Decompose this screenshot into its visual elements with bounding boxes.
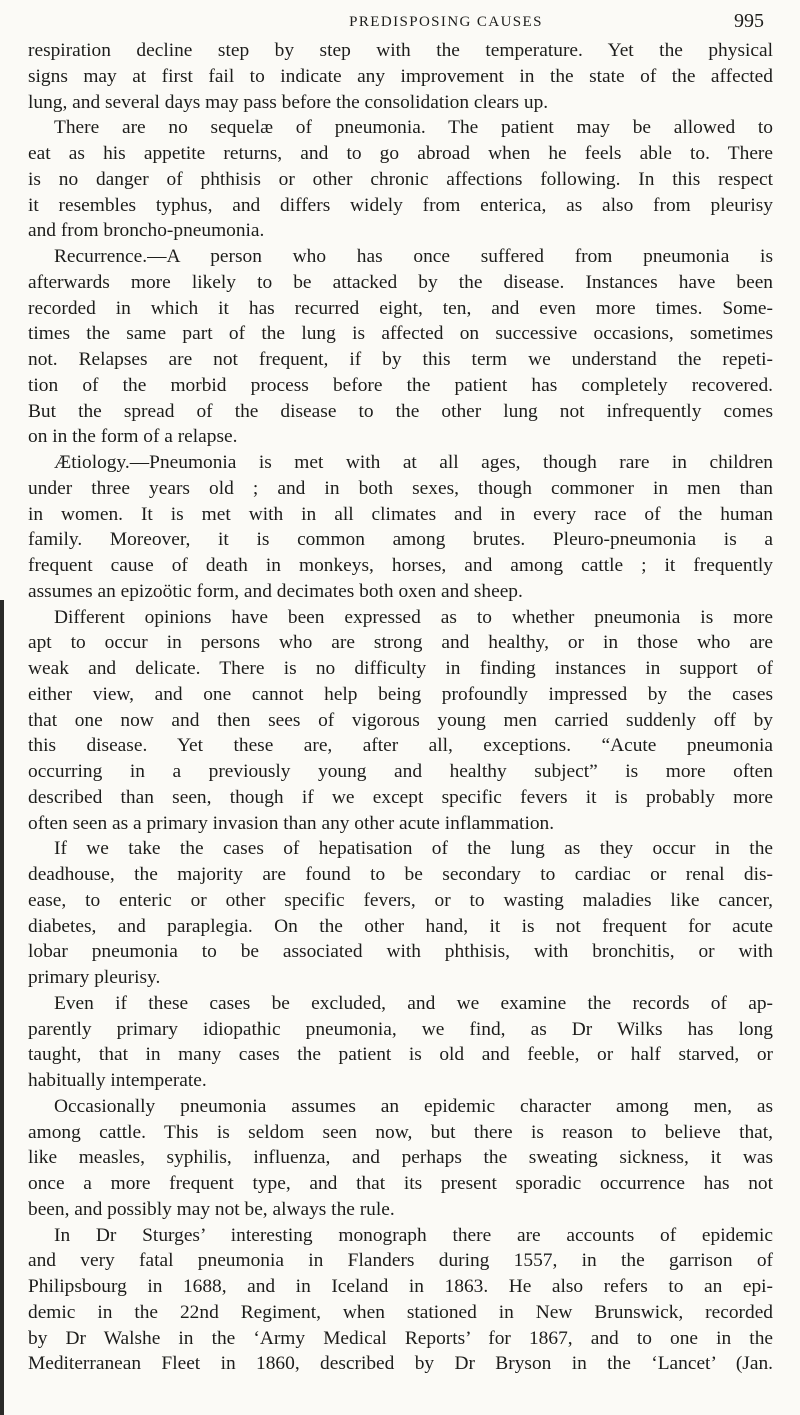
text-line: diabetes, and paraplegia. On the other hand, it is not frequent for acute — [28, 915, 773, 937]
text-line: habitually intemperate. — [28, 1070, 207, 1091]
text-line: often seen as a primary invasion than any other acute inflammation. — [28, 812, 555, 834]
text-line: under three years old ; and in both sexes, though commoner in men than — [28, 477, 773, 499]
text-line: occurring in a previously young and healthy subject” is more often — [28, 761, 773, 782]
text-line: lung, and several days may pass before the consolidation clears up. — [28, 91, 549, 113]
text-line: taught, that in many cases the patient is old and feeble, or half starved, or — [28, 1044, 773, 1066]
text-line: Philipsbourg in 1688, and in Iceland in 1863. He also refers to an epi- — [28, 1276, 773, 1297]
text-line: in women. It is met with in all climates and in every race of the human — [28, 503, 773, 525]
text-line: described than seen, though if we except specific fevers it is probably more — [28, 786, 773, 808]
text-line: frequent cause of death in monkeys, horses, and among cattle ; it frequently — [28, 555, 773, 576]
text-line: among cattle. This is seldom seen now, but there is reason to believe that, — [28, 1121, 773, 1143]
text-line: But the spread of the disease to the other lung not infrequently comes — [28, 400, 773, 422]
text-line: apt to occur in persons who are strong and healthy, or in those who are — [28, 632, 773, 654]
text-line: on in the form of a relapse. — [28, 426, 238, 448]
text-line: times the same part of the lung is affected on successive occasions, sometimes — [28, 323, 773, 345]
text-line: and very fatal pneumonia in Flanders during 1557, in the garrison of — [28, 1250, 773, 1272]
text-line: Even if these cases be excluded, and we examine the records of ap- — [54, 992, 773, 1014]
text-line: tion of the morbid process before the patient has completely recovered. — [28, 374, 773, 396]
text-line: Mediterranean Fleet in 1860, described by Dr Bryson in the ‘Lancet’ (Jan. — [28, 1353, 773, 1375]
text-line: once a more frequent type, and that its present sporadic occurrence has not — [28, 1173, 773, 1194]
text-line: and from broncho-pneumonia. — [28, 220, 265, 242]
running-title: PREDISPOSING CAUSES — [349, 14, 543, 30]
text-line: primary pleurisy. — [28, 967, 161, 988]
text-line: Occasionally pneumonia assumes an epidemic character among men, as — [54, 1095, 773, 1117]
text-line: recorded in which it has recurred eight, ten, and even more times. Some- — [28, 297, 773, 319]
text-line: Different opinions have been expressed as to whether pneumonia is more — [54, 606, 773, 628]
text-line: If we take the cases of hepatisation of the lung as they occur in the — [54, 838, 773, 860]
text-line: ease, to enteric or other specific fevers, or to wasting maladies like cancer, — [28, 889, 773, 911]
text-line: not. Relapses are not frequent, if by this term we understand the repeti- — [28, 349, 773, 370]
text-line: There are no sequelæ of pneumonia. The patient may be allowed to — [54, 117, 773, 139]
text-line: Ætiology.—Pneumonia is met with at all ages, though rare in children — [54, 452, 773, 473]
text-line: weak and delicate. There is no difficulty in finding instances in support of — [28, 658, 773, 679]
text-line: this disease. Yet these are, after all, exceptions. “Acute pneumonia — [28, 735, 773, 757]
text-line: demic in the 22nd Regiment, when stationed in New Brunswick, recorded — [28, 1301, 773, 1323]
text-line: like measles, syphilis, influenza, and perhaps the sweating sickness, it was — [28, 1147, 773, 1169]
text-line: Recurrence.—A person who has once suffered from pneumonia is — [54, 246, 773, 267]
text-line: been, and possibly may not be, always the rule. — [28, 1198, 395, 1220]
text-line: is no danger of phthisis or other chronic affections following. In this respect — [28, 168, 773, 190]
text-line: either view, and one cannot help being profoundly impressed by the cases — [28, 683, 773, 705]
text-line: that one now and then sees of vigorous young men carried suddenly off by — [28, 709, 773, 731]
text-line: family. Moreover, it is common among brutes. Pleuro-pneumonia is a — [28, 529, 773, 551]
text-line: it resembles typhus, and differs widely from enterica, as also from pleurisy — [28, 194, 773, 216]
text-line: eat as his appetite returns, and to go abroad when he feels able to. There — [28, 143, 773, 164]
text-line: assumes an epizoötic form, and decimates both oxen and sheep. — [28, 580, 523, 602]
text-line: deadhouse, the majority are found to be secondary to cardiac or renal dis- — [28, 864, 773, 885]
text-line: In Dr Sturges’ interesting monograph there are accounts of epidemic — [54, 1224, 773, 1246]
body-text — [28, 38, 773, 1377]
text-line: signs may at first fail to indicate any improvement in the state of the affected — [28, 65, 773, 87]
running-head — [236, 6, 776, 34]
binding-shadow — [0, 600, 4, 1415]
page-number: 995 — [734, 10, 764, 32]
text-line: lobar pneumonia to be associated with phthisis, with bronchitis, or with — [28, 941, 773, 963]
text-line: by Dr Walshe in the ‘Army Medical Reports’ for 1867, and to one in the — [28, 1327, 773, 1349]
text-line: afterwards more likely to be attacked by the disease. Instances have been — [28, 271, 773, 293]
text-line: parently primary idiopathic pneumonia, we find, as Dr Wilks has long — [28, 1018, 773, 1040]
text-line: respiration decline step by step with the temperature. Yet the physical — [28, 40, 773, 61]
